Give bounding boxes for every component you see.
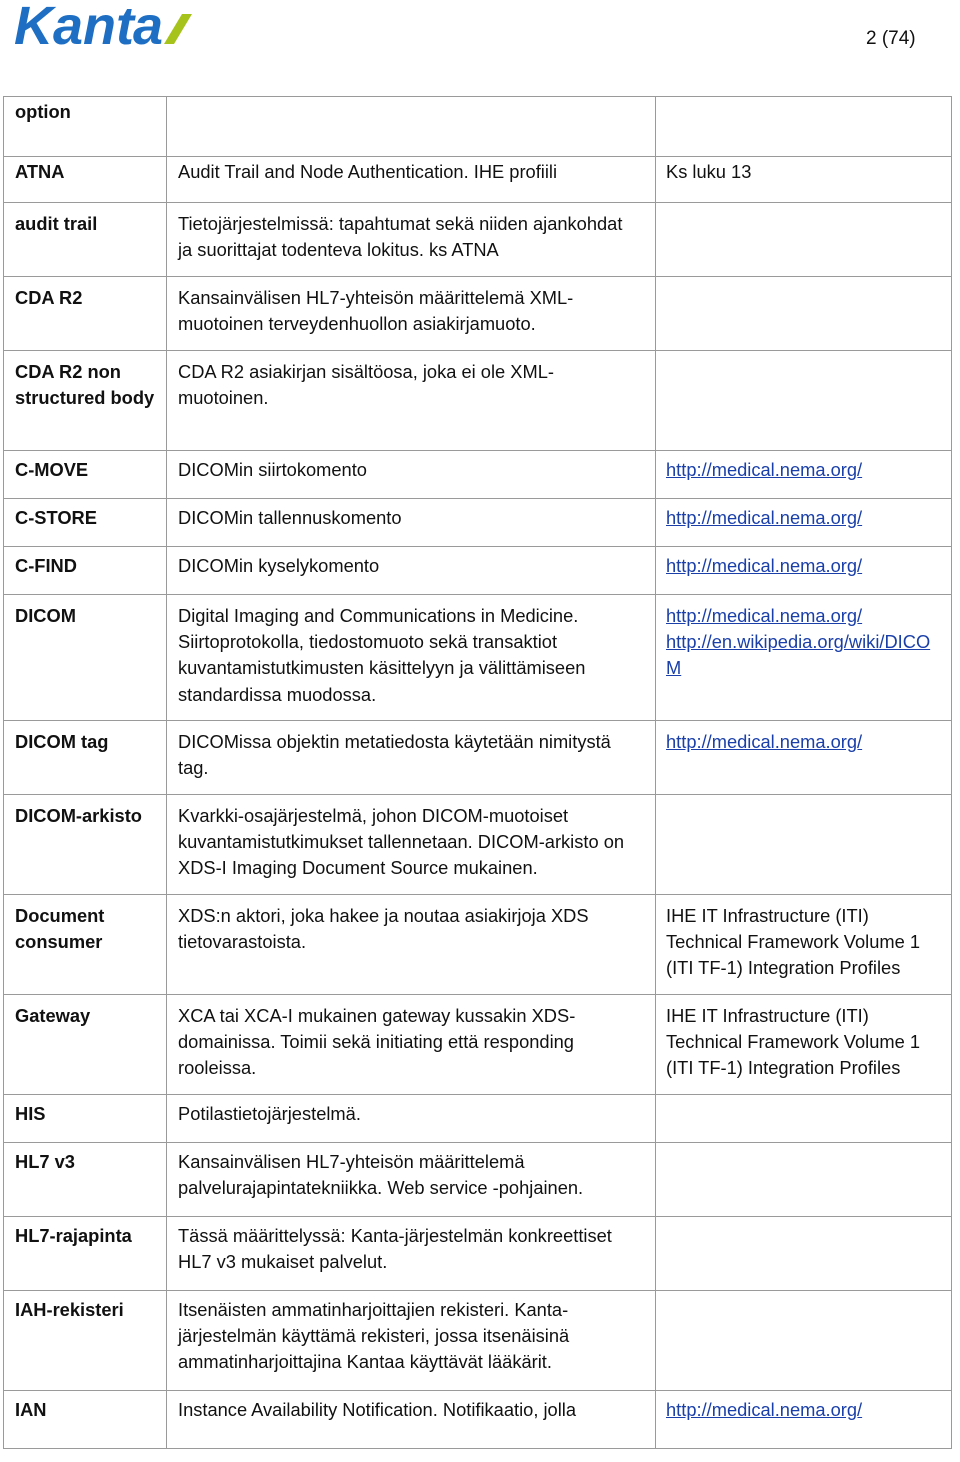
glossary-row	[4, 895, 952, 995]
term-cell	[4, 895, 167, 995]
reference-link[interactable]: http://medical.nema.org/	[666, 555, 863, 576]
reference-cell	[656, 1217, 952, 1291]
reference-cell	[656, 795, 952, 895]
description-text: DICOMin kyselykomento	[178, 555, 380, 576]
reference-cell	[656, 1095, 952, 1143]
reference-text: Ks luku 13	[666, 161, 752, 182]
reference-cell	[656, 351, 952, 451]
description-text: DICOMin tallennuskomento	[178, 507, 402, 528]
reference-cell	[656, 1143, 952, 1217]
glossary-row	[4, 547, 952, 595]
description-text: Kvarkki-osajärjestelmä, johon DICOM-muotoiset kuvantamistutkimukset tallennetaan. DICOM-arkisto on XDS-I Imaging Document Source mukainen.	[178, 805, 625, 879]
term-cell	[4, 995, 167, 1095]
reference-link[interactable]: http://medical.nema.org/	[666, 731, 863, 752]
term-text: Document consumer	[15, 905, 105, 953]
reference-link[interactable]: http://medical.nema.org/	[666, 605, 863, 626]
term-text: ATNA	[15, 161, 65, 182]
description-cell	[167, 1217, 656, 1291]
term-text: DICOM tag	[15, 731, 109, 752]
reference-text: IHE IT Infrastructure (ITI) Technical Framework Volume 1 (ITI TF-1) Integration Profiles	[666, 1005, 921, 1079]
description-cell	[167, 97, 656, 157]
glossary-row	[4, 97, 952, 157]
description-cell	[167, 277, 656, 351]
glossary-table	[3, 96, 952, 1449]
description-cell	[167, 995, 656, 1095]
term-cell	[4, 351, 167, 451]
description-text: DICOMin siirtokomento	[178, 459, 367, 480]
term-text: C-STORE	[15, 507, 97, 528]
term-cell	[4, 595, 167, 721]
description-cell	[167, 451, 656, 499]
glossary-row	[4, 595, 952, 721]
term-text: CDA R2	[15, 287, 83, 308]
glossary-row	[4, 203, 952, 277]
term-cell	[4, 157, 167, 203]
kanta-logo	[14, 0, 194, 52]
glossary-row	[4, 795, 952, 895]
description-text: Kansainvälisen HL7-yhteisön määrittelemä palvelurajapintatekniikka. Web service -pohjainen.	[178, 1151, 584, 1199]
glossary-row	[4, 277, 952, 351]
description-cell	[167, 157, 656, 203]
reference-cell	[656, 1391, 952, 1449]
reference-text: IHE IT Infrastructure (ITI) Technical Framework Volume 1 (ITI TF-1) Integration Profiles	[666, 905, 921, 979]
description-cell	[167, 1291, 656, 1391]
term-cell	[4, 451, 167, 499]
term-text: HL7-rajapinta	[15, 1225, 132, 1246]
glossary-row	[4, 499, 952, 547]
term-cell	[4, 499, 167, 547]
reference-link[interactable]: http://medical.nema.org/	[666, 459, 863, 480]
term-text: CDA R2 non structured body	[15, 361, 155, 409]
description-text: CDA R2 asiakirjan sisältöosa, joka ei ole XML-muotoinen.	[178, 361, 554, 409]
term-cell	[4, 277, 167, 351]
glossary-row	[4, 351, 952, 451]
term-cell	[4, 547, 167, 595]
glossary-row	[4, 721, 952, 795]
term-text: Gateway	[15, 1005, 91, 1026]
glossary-row	[4, 1095, 952, 1143]
term-cell	[4, 1143, 167, 1217]
description-text: Kansainvälisen HL7-yhteisön määrittelemä XML-muotoinen terveydenhuollon asiakirjamuoto.	[178, 287, 574, 335]
description-cell	[167, 351, 656, 451]
term-cell	[4, 1217, 167, 1291]
reference-cell	[656, 895, 952, 995]
description-cell	[167, 1391, 656, 1449]
description-cell	[167, 1143, 656, 1217]
reference-link[interactable]: http://medical.nema.org/	[666, 1399, 863, 1420]
reference-cell	[656, 547, 952, 595]
description-text: Potilastietojärjestelmä.	[178, 1103, 361, 1124]
description-cell	[167, 203, 656, 277]
reference-link[interactable]: http://en.wikipedia.org/wiki/DICOM	[666, 631, 931, 679]
reference-cell	[656, 157, 952, 203]
description-cell	[167, 1095, 656, 1143]
term-text: IAH-rekisteri	[15, 1299, 124, 1320]
reference-link[interactable]: http://medical.nema.org/	[666, 507, 863, 528]
reference-cell	[656, 203, 952, 277]
term-text: audit trail	[15, 213, 98, 234]
glossary-row	[4, 1391, 952, 1449]
description-text: DICOMissa objektin metatiedosta käytetään nimitystä tag.	[178, 731, 611, 779]
description-text: Digital Imaging and Communications in Medicine. Siirtoprotokolla, tiedostomuoto sekä transaktiot kuvantamistutkimusten käsittelyyn ja välittämiseen standardissa muodossa.	[178, 605, 586, 705]
reference-cell	[656, 499, 952, 547]
term-text: DICOM	[15, 605, 76, 626]
glossary-row	[4, 1143, 952, 1217]
description-text	[178, 97, 655, 99]
svg-text:a: a	[133, 0, 164, 52]
glossary-row	[4, 995, 952, 1095]
term-cell	[4, 203, 167, 277]
reference-cell	[656, 451, 952, 499]
description-text: XDS:n aktori, joka hakee ja noutaa asiakirjoja XDS tietovarastoista.	[178, 905, 589, 953]
term-cell	[4, 1291, 167, 1391]
glossary-row	[4, 451, 952, 499]
description-cell	[167, 499, 656, 547]
glossary-row	[4, 1217, 952, 1291]
svg-text:Kant: Kant	[14, 0, 134, 52]
term-cell	[4, 1095, 167, 1143]
page-number: 2 (74)	[866, 28, 916, 49]
reference-cell	[656, 595, 952, 721]
reference-cell	[656, 277, 952, 351]
term-text: option	[15, 101, 71, 122]
description-text: Tietojärjestelmissä: tapahtumat sekä niiden ajankohdat ja suorittajat todenteva lokitus. ks ATNA	[178, 213, 623, 261]
description-text: Instance Availability Notification. Notifikaatio, jolla	[178, 1399, 576, 1420]
description-cell	[167, 895, 656, 995]
description-cell	[167, 721, 656, 795]
term-text: DICOM-arkisto	[15, 805, 142, 826]
description-text: Audit Trail and Node Authentication. IHE profiili	[178, 161, 558, 182]
reference-cell	[656, 721, 952, 795]
term-text: IAN	[15, 1399, 47, 1420]
reference-cell	[656, 1291, 952, 1391]
reference-cell	[656, 995, 952, 1095]
description-cell	[167, 595, 656, 721]
term-cell	[4, 1391, 167, 1449]
glossary-row	[4, 1291, 952, 1391]
term-cell	[4, 721, 167, 795]
description-text: Itsenäisten ammatinharjoittajien rekisteri. Kanta-järjestelmän käyttämä rekisteri, jossa itsenäisinä ammatinharjoittajina Kantaa käyttävät lääkärit.	[178, 1299, 570, 1373]
term-text: HIS	[15, 1103, 46, 1124]
description-cell	[167, 547, 656, 595]
term-text: C-MOVE	[15, 459, 89, 480]
description-text: Tässä määrittelyssä: Kanta-järjestelmän konkreettiset HL7 v3 mukaiset palvelut.	[178, 1225, 612, 1273]
term-text: C-FIND	[15, 555, 77, 576]
term-text: HL7 v3	[15, 1151, 75, 1172]
term-cell	[4, 795, 167, 895]
glossary-row	[4, 157, 952, 203]
reference-cell	[656, 97, 952, 157]
description-text: XCA tai XCA-I mukainen gateway kussakin XDS-domainissa. Toimii sekä initiating että responding rooleissa.	[178, 1005, 576, 1079]
term-cell	[4, 97, 167, 157]
description-cell	[167, 795, 656, 895]
